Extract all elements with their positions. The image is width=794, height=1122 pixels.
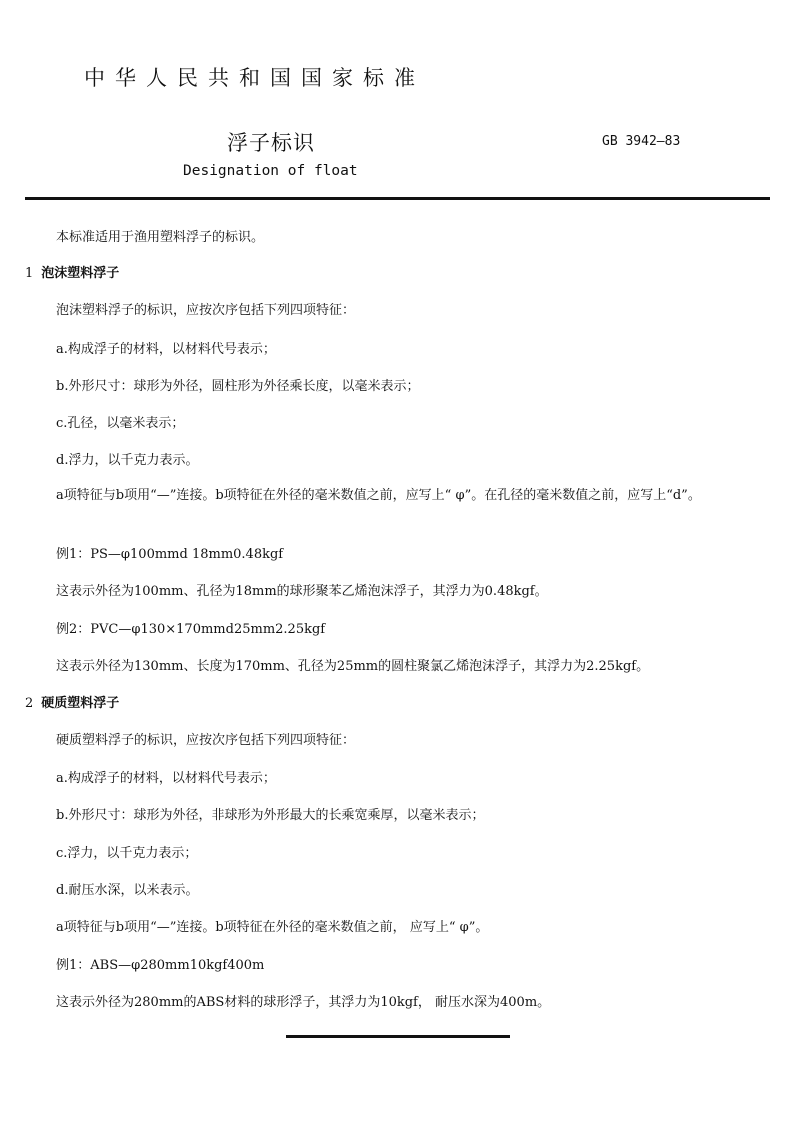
list-item: d.耐压水深，以米表示。 <box>56 883 199 898</box>
end-divider <box>286 1035 510 1038</box>
example-1-description: 这表示外径为100mm、孔径为18mm的球形聚苯乙烯泡沫浮子，其浮力为0.48kgf。 <box>56 584 548 599</box>
list-item: a.构成浮子的材料，以材料代号表示； <box>56 342 276 357</box>
national-standard-heading: 中华人民共和国国家标准 <box>84 66 425 90</box>
list-item: c.孔径，以毫米表示； <box>56 416 185 431</box>
section-title: 泡沫塑料浮子 <box>41 266 120 281</box>
section-title: 硬质塑料浮子 <box>41 696 120 711</box>
example-1-description: 这表示外径为280mm的ABS材料的球形浮子，其浮力为10kgf， 耐压水深为400m。 <box>56 995 551 1010</box>
example-2-description: 这表示外径为130mm、长度为170mm、孔径为25mm的圆柱聚氯乙烯泡沫浮子，其浮力为2.25kgf。 <box>56 659 650 674</box>
list-item: a.构成浮子的材料，以材料代号表示； <box>56 771 276 786</box>
standard-code: GB 3942—83 <box>602 134 681 149</box>
section-2-lead: 硬质塑料浮子的标识，应按次序包括下列四项特征： <box>56 733 356 748</box>
list-item: c.浮力，以千克力表示； <box>56 846 198 861</box>
section-number: 1 <box>25 266 34 281</box>
example-2: 例2：PVC—φ130×170mmd25mm2.25kgf <box>56 622 326 637</box>
list-item: b.外形尺寸：球形为外径，圆柱形为外径乘长度，以毫米表示； <box>56 379 420 394</box>
header-divider <box>25 197 770 200</box>
example-1: 例1：PS—φ100mmd 18mm0.48kgf <box>56 547 284 562</box>
section-2-rule-paragraph: a项特征与b项用“—”连接。b项特征在外径的毫米数值之前， 应写上“ φ”。 <box>56 920 489 935</box>
list-item: d.浮力，以千克力表示。 <box>56 453 199 468</box>
example-1: 例1：ABS—φ280mm10kgf400m <box>56 958 265 973</box>
section-1-heading <box>25 262 119 281</box>
section-number: 2 <box>25 696 34 711</box>
section-2-heading <box>25 692 119 711</box>
document-title: 浮子标识 <box>227 131 315 155</box>
english-title: Designation of float <box>183 163 358 179</box>
section-1-rule-paragraph: a项特征与b项用“—”连接。b项特征在外径的毫米数值之前，应写上“ φ”。在孔径的毫米数值之前，应写上“d”。 <box>56 488 701 503</box>
list-item: b.外形尺寸：球形为外径，非球形为外形最大的长乘宽乘厚，以毫米表示； <box>56 808 485 823</box>
section-1-lead: 泡沫塑料浮子的标识，应按次序包括下列四项特征： <box>56 303 356 318</box>
intro-paragraph: 本标准适用于渔用塑料浮子的标识。 <box>56 230 265 245</box>
